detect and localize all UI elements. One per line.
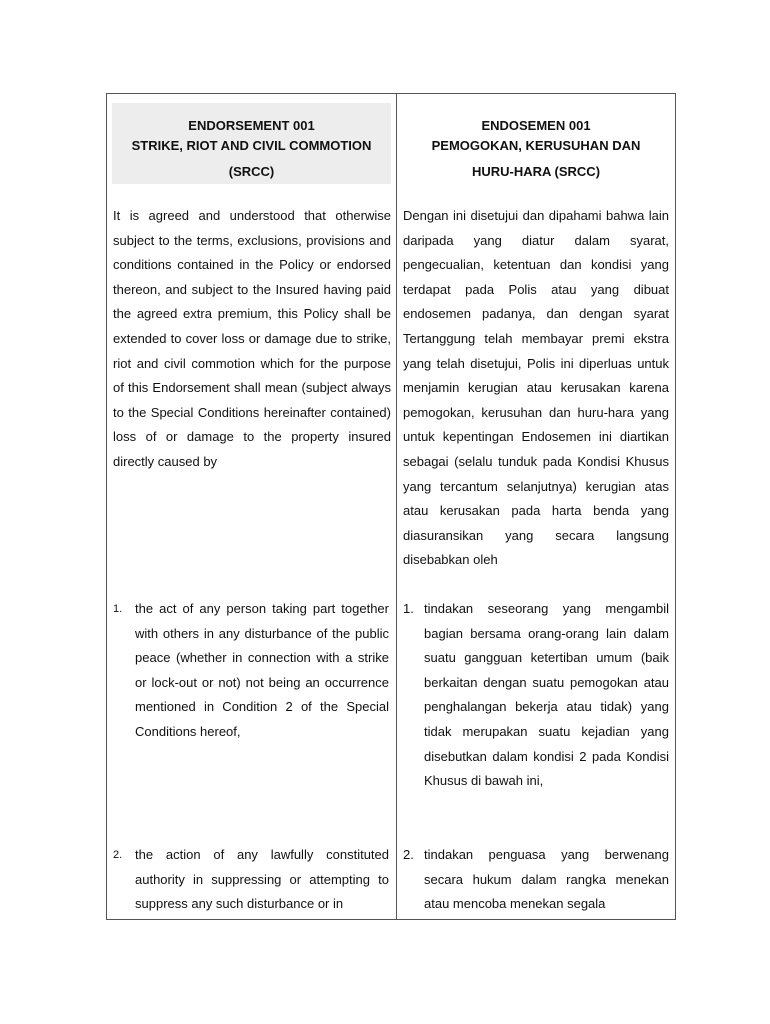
indonesian-item-text: tindakan penguasa yang berwenang secara hukum dalam rangka menekan atau mencoba menekan segala: [424, 847, 669, 912]
indonesian-title-line3: HURU-HARA (SRCC): [471, 164, 601, 179]
indonesian-item-number: 1.: [403, 601, 414, 616]
indonesian-item-number: 2.: [403, 847, 414, 862]
english-item-number: 2.: [113, 849, 123, 861]
english-title: [112, 116, 391, 182]
indonesian-title: [403, 116, 669, 182]
english-item-number: 1.: [113, 603, 123, 615]
english-title-line3: (SRCC): [228, 164, 275, 179]
indonesian-title-line2: PEMOGOKAN, KERUSUHAN DAN: [431, 138, 641, 153]
indonesian-intro-paragraph: Dengan ini disetujui dan dipahami bahwa lain daripada yang diatur dalam syarat, pengecualian, ketentuan dan kondisi yang terdapat pada Polis atau yang dibuat endosemen padanya, dan dengan syarat Tertanggung telah membayar premi ekstra yang telah disetujui, Polis ini diperluas untuk menjamin kerugian atau kerusakan karena pemogokan, kerusuhan dan huru-hara yang untuk kepentingan Endosemen ini diartikan sebagai (selalu tunduk pada Kondisi Khusus yang tercantum selanjutnya) kerugian atas atau kerusakan pada harta benda yang diasuransikan yang secara langsung disebabkan oleh: [403, 208, 669, 568]
indonesian-item-text: tindakan seseorang yang mengambil bagian bersama orang-orang lain dalam suatu gangguan ketertiban umum (baik berkaitan dengan suatu pemogokan atau penghalangan bekerja atau tidak) yang tidak merupakan suatu kejadian yang disebutkan dalam kondisi 2 pada Kondisi Khusus di bawah ini,: [424, 601, 669, 789]
english-item-text: the act of any person taking part together with others in any disturbance of the public peace (whether in connection with a strike or lock-out or not) not being an occurrence mentioned in Condition 2 of the Special Conditions hereof,: [135, 601, 389, 739]
column-divider: [396, 93, 397, 920]
indonesian-title-line1: ENDOSEMEN 001: [481, 118, 591, 133]
english-title-line2: STRIKE, RIOT AND CIVIL COMMOTION: [131, 138, 372, 153]
english-title-line1: ENDORSEMENT 001: [188, 118, 315, 133]
english-intro-paragraph: It is agreed and understood that otherwise subject to the terms, exclusions, provisions and conditions contained in the Policy or endorsed thereon, and subject to the Insured having paid the agreed extra premium, this Policy shall be extended to cover loss or damage due to strike, riot and civil commotion which for the purpose of this Endorsement shall mean (subject always to the Special Conditions hereinafter contained) loss of or damage to the property insured directly caused by: [113, 208, 391, 469]
english-item-text: the action of any lawfully constituted authority in suppressing or attempting to suppress any such disturbance or in: [135, 847, 389, 912]
